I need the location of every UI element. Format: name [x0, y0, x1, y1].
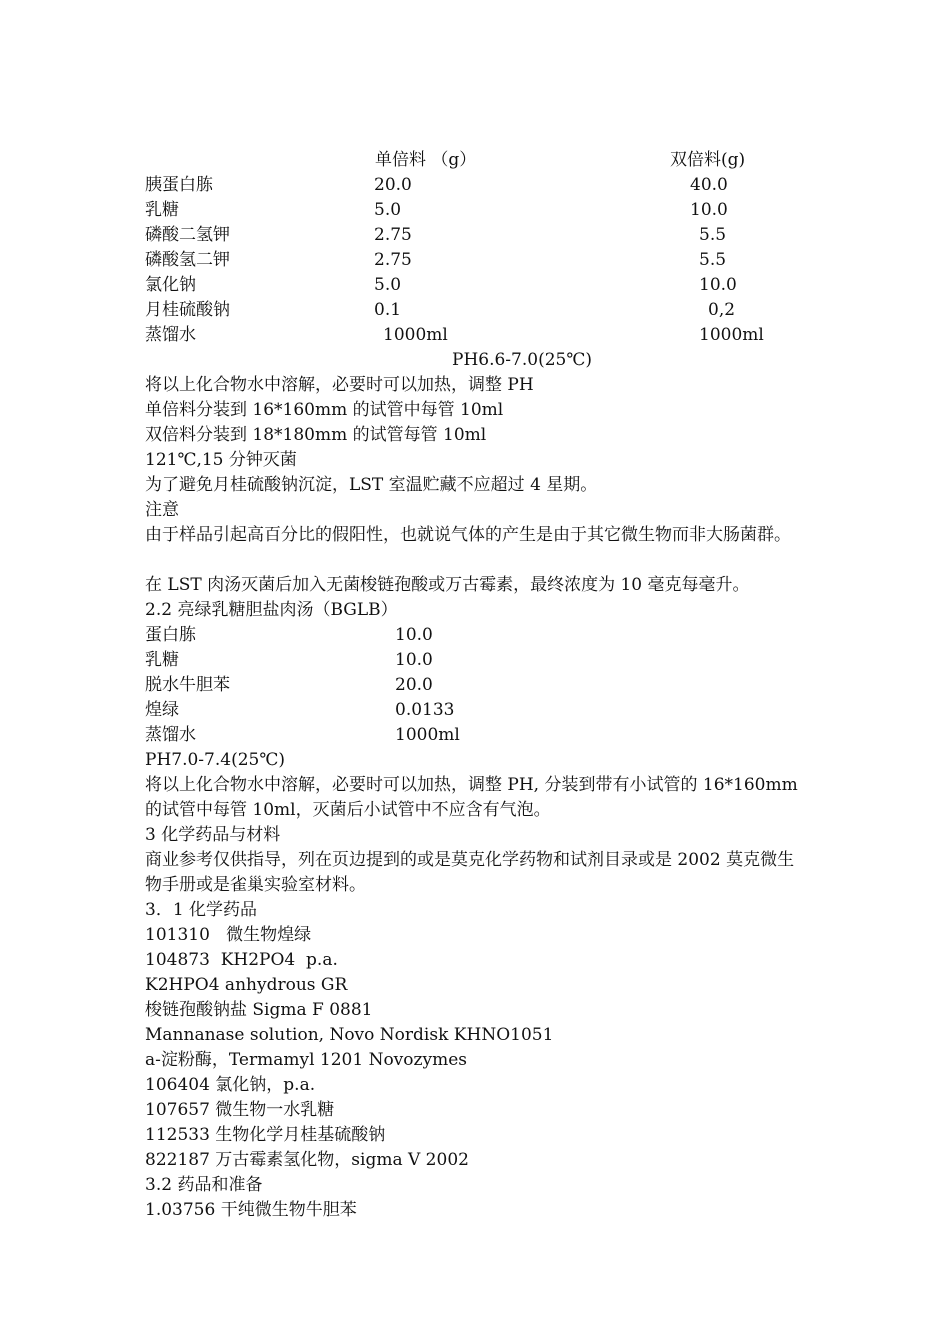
single-value: 1000ml — [383, 325, 448, 345]
chemical-item: 梭链孢酸钠盐 Sigma F 0881 — [145, 1000, 373, 1020]
double-value: 1000ml — [699, 325, 764, 345]
text-line: 121℃,15 分钟灭菌 — [145, 450, 297, 470]
chemical-item: 822187 万古霉素氢化物，sigma V 2002 — [145, 1150, 469, 1170]
single-value: 2.75 — [374, 225, 412, 245]
ingredient-name: 煌绿 — [145, 700, 179, 720]
lst-row — [145, 248, 810, 273]
double-value: 5.5 — [699, 225, 727, 245]
bglb-row — [145, 648, 810, 673]
ingredient-name: 氯化钠 — [145, 275, 196, 295]
bglb-row — [145, 723, 810, 748]
ingredient-name: 乳糖 — [145, 650, 179, 670]
ingredient-value: 10.0 — [395, 625, 433, 645]
single-value: 5.0 — [374, 275, 402, 295]
chemical-item: 1.03756 干纯微生物牛胆苯 — [145, 1200, 357, 1220]
ingredient-name: 乳糖 — [145, 200, 179, 220]
single-header: 单倍料 （g） — [375, 150, 477, 170]
text-line: 将以上化合物水中溶解，必要时可以加热，调整 PH — [145, 375, 534, 395]
text-line: 为了避免月桂硫酸钠沉淀，LST 室温贮藏不应超过 4 星期。 — [145, 475, 598, 495]
single-value: 0.1 — [374, 300, 402, 320]
ingredient-value: 1000ml — [395, 725, 460, 745]
bglb-ph: PH7.0-7.4(25℃) — [145, 750, 285, 770]
lst-row — [145, 223, 810, 248]
chemical-item: a-淀粉酶，Termamyl 1201 Novozymes — [145, 1050, 467, 1070]
bglb-heading: 2.2 亮绿乳糖胆盐肉汤（BGLB） — [145, 600, 398, 620]
note-paragraph: 在 LST 肉汤灭菌后加入无菌梭链孢酸或万古霉素，最终浓度为 10 毫克每毫升。 — [145, 575, 750, 595]
ingredient-value: 10.0 — [395, 650, 433, 670]
text-line: 双倍料分装到 18*180mm 的试管每管 10ml — [145, 425, 487, 445]
lst-row — [145, 323, 810, 348]
lst-row — [145, 198, 810, 223]
section-intro: 商业参考仅供指导，列在页边提到的或是莫克化学药物和试剂目录或是 2002 莫克微生物手册或是雀巢实验室材料。 — [145, 850, 795, 895]
ingredient-value: 20.0 — [395, 675, 433, 695]
double-value: 5.5 — [699, 250, 727, 270]
subsection-heading: 3.2 药品和准备 — [145, 1175, 263, 1195]
chemical-item: 107657 微生物一水乳糖 — [145, 1100, 335, 1120]
chemical-item: 106404 氯化钠，p.a. — [145, 1075, 316, 1095]
ingredient-name: 磷酸氢二钾 — [145, 250, 230, 270]
double-value: 10.0 — [699, 275, 737, 295]
double-value: 40.0 — [690, 175, 728, 195]
single-value: 20.0 — [374, 175, 412, 195]
lst-row — [145, 298, 810, 323]
double-header: 双倍料(g) — [670, 150, 746, 170]
lst-row — [145, 173, 810, 198]
ingredient-name: 蒸馏水 — [145, 725, 196, 745]
double-value: 10.0 — [690, 200, 728, 220]
subsection-heading: 3．1 化学药品 — [145, 900, 258, 920]
chemical-item: 104873 KH2PO4 p.a. — [145, 950, 338, 970]
note-paragraph: 由于样品引起高百分比的假阳性，也就说气体的产生是由于其它微生物而非大肠菌群。 — [145, 525, 791, 545]
bglb-prep-paragraph: 将以上化合物水中溶解，必要时可以加热，调整 PH, 分装到带有小试管的 16*160mm 的试管中每管 10ml，灭菌后小试管中不应含有气泡。 — [145, 775, 798, 820]
single-value: 2.75 — [374, 250, 412, 270]
bglb-row — [145, 623, 810, 648]
chemical-item: Mannanase solution, Novo Nordisk KHNO1051 — [145, 1025, 554, 1045]
note-heading: 注意 — [145, 500, 179, 520]
ingredient-name: 蛋白胨 — [145, 625, 196, 645]
chemical-item: 112533 生物化学月桂基硫酸钠 — [145, 1125, 386, 1145]
bglb-row — [145, 673, 810, 698]
ingredient-name: 磷酸二氢钾 — [145, 225, 230, 245]
ingredient-value: 0.0133 — [395, 700, 455, 720]
lst-row — [145, 273, 810, 298]
chemical-item: K2HPO4 anhydrous GR — [145, 975, 348, 995]
ingredient-name: 胰蛋白胨 — [145, 175, 213, 195]
ingredient-name: 蒸馏水 — [145, 325, 196, 345]
ingredient-name: 月桂硫酸钠 — [145, 300, 230, 320]
double-value: 0,2 — [708, 300, 736, 320]
lst-table-header — [145, 148, 810, 173]
single-value: 5.0 — [374, 200, 402, 220]
ingredient-name: 脱水牛胆苯 — [145, 675, 230, 695]
text-line: 单倍料分装到 16*160mm 的试管中每管 10ml — [145, 400, 504, 420]
lst-ph: PH6.6-7.0(25℃) — [452, 350, 592, 370]
bglb-row — [145, 698, 810, 723]
section-heading: 3 化学药品与材料 — [145, 825, 281, 845]
chemical-item: 101310 微生物煌绿 — [145, 925, 312, 945]
